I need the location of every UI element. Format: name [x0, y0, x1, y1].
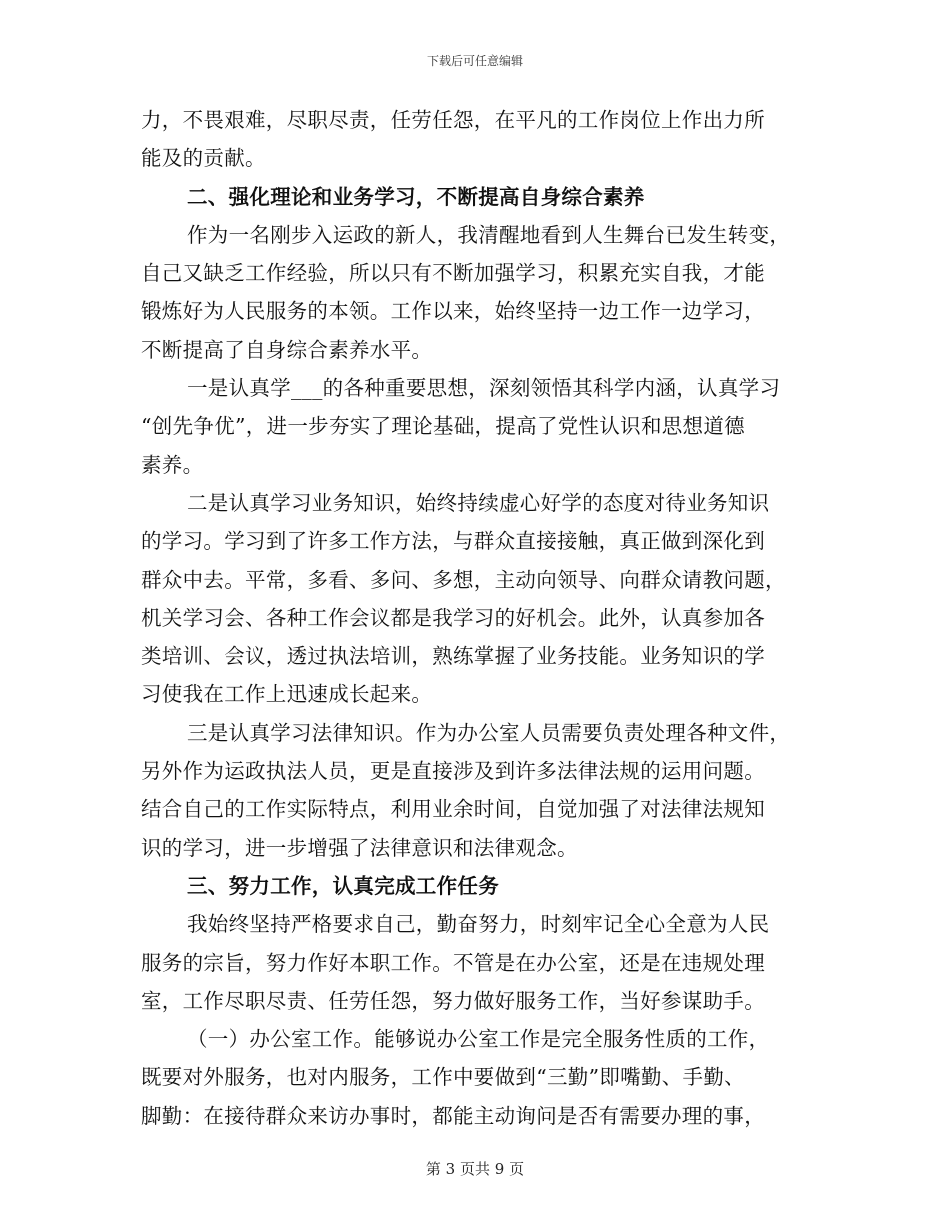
paragraph-line: 我始终坚持严格要求自己，勤奋努力，时刻牢记全心全意为人民	[187, 912, 770, 937]
paragraph-line: 二是认真学习业务知识，始终持续虚心好学的态度对待业务知识	[187, 490, 770, 515]
paragraph-line: 锻炼好为人民服务的本领。工作以来，始终坚持一边工作一边学习，	[141, 299, 765, 324]
document-body	[141, 101, 811, 1135]
paragraph-line: （一）办公室工作。能够说办公室工作是完全服务性质的工作，	[187, 1027, 770, 1052]
paragraph-line: 群众中去。平常，多看、多问、多想，主动向领导、向群众请教问题，	[141, 567, 786, 592]
paragraph-line: “创先争优”，进一步夯实了理论基础，提高了党性认识和思想道德	[141, 414, 745, 439]
page-footer: 第 3 页共 9 页	[425, 1160, 525, 1178]
section-heading: 三、努力工作，认真完成工作任务	[187, 873, 499, 898]
paragraph-line: 结合自己的工作实际特点，利用业余时间，自觉加强了对法律法规知	[141, 797, 765, 822]
paragraph-line: 力，不畏艰难，尽职尽责，任劳任怨，在平凡的工作岗位上作出力所	[141, 108, 765, 132]
page-header: 下载后可任意编辑	[426, 54, 523, 68]
paragraph-line: 素养。	[141, 452, 204, 477]
paragraph-line: 一是认真学___的各种重要思想，深刻领悟其科学内涵，认真学习	[187, 376, 781, 401]
paragraph-line: 自己又缺乏工作经验，所以只有不断加强学习，积累充实自我，才能	[141, 261, 765, 286]
section-heading: 二、强化理论和业务学习，不断提高自身综合素养	[187, 184, 645, 209]
paragraph-line: 既要对外服务，也对内服务，工作中要做到“三勤”即嘴勤、手勤、	[141, 1065, 745, 1090]
paragraph-line: 类培训、会议，透过执法培训，熟练掌握了业务技能。业务知识的学	[141, 644, 765, 669]
paragraph-line: 的学习。学习到了许多工作方法，与群众直接接触，真正做到深化到	[141, 529, 765, 554]
paragraph-line: 三是认真学习法律知识。作为办公室人员需要负责处理各种文件，	[187, 720, 791, 745]
paragraph-line: 脚勤：在接待群众来访办事时，都能主动询问是否有需要办理的事，	[141, 1103, 765, 1128]
paragraph-line: 室，工作尽职尽责、任劳任怨，努力做好服务工作，当好参谋助手。	[141, 988, 765, 1013]
paragraph-line: 机关学习会、各种工作会议都是我学习的好机会。此外，认真参加各	[141, 605, 765, 630]
paragraph-line: 服务的宗旨，努力作好本职工作。不管是在办公室，还是在违规处理	[141, 950, 765, 975]
paragraph-line: 作为一名刚步入运政的新人，我清醒地看到人生舞台已发生转变，	[187, 222, 791, 247]
paragraph-line: 能及的贡献。	[141, 146, 266, 171]
paragraph-line: 识的学习，进一步增强了法律意识和法律观念。	[141, 835, 578, 860]
paragraph-line: 习使我在工作上迅速成长起来。	[141, 682, 433, 707]
paragraph-line: 另外作为运政执法人员，更是直接涉及到许多法律法规的运用问题。	[141, 759, 765, 784]
paragraph-line: 不断提高了自身综合素养水平。	[141, 337, 433, 362]
